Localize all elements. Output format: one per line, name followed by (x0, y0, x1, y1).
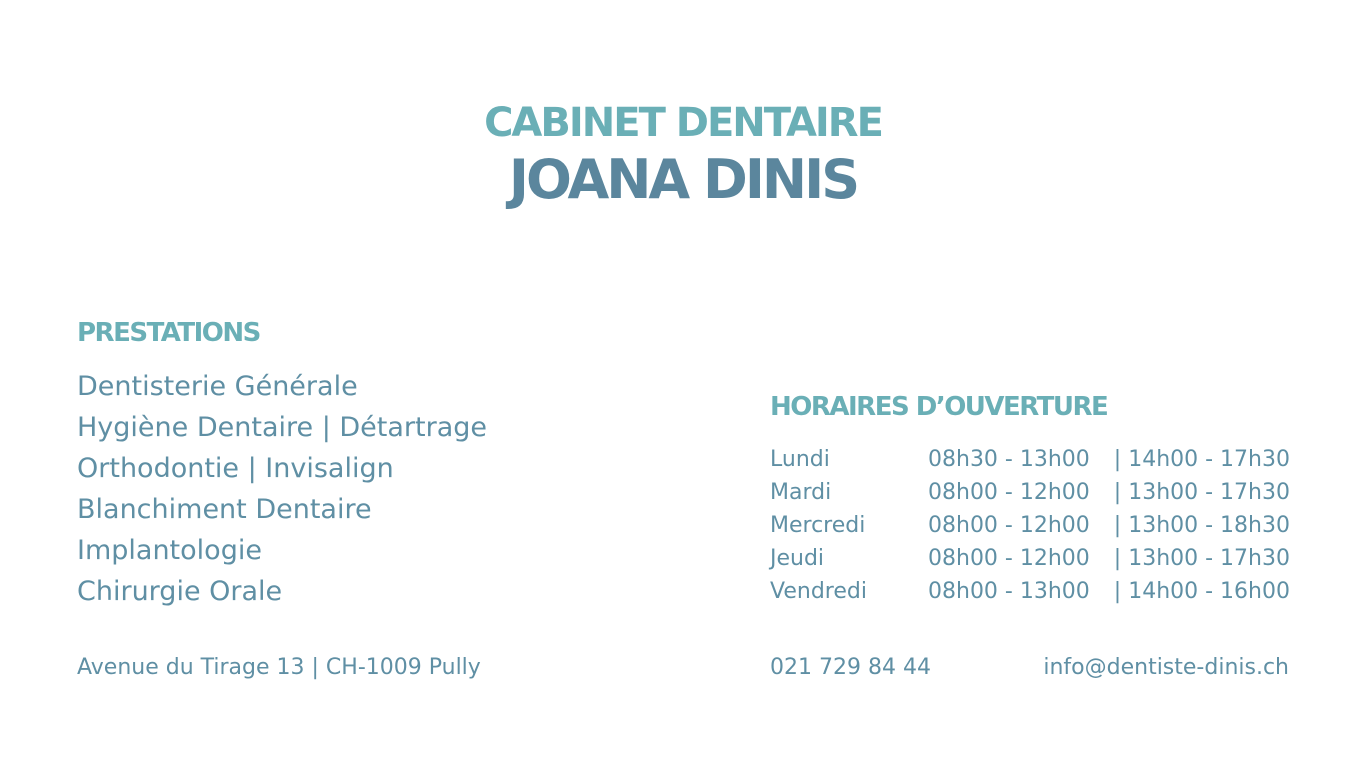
opening-hours-heading: HORAIRES D’OUVERTURE (770, 392, 1108, 422)
hours-afternoon: | 13h00 - 18h30 (1113, 513, 1290, 538)
header (0, 96, 1366, 210)
services-heading: PRESTATIONS (77, 318, 260, 348)
hours-row (770, 447, 1290, 480)
hours-afternoon: | 14h00 - 17h30 (1113, 447, 1290, 472)
hours-day: Mercredi (770, 513, 866, 538)
service-item: Hygiène Dentaire | Détartrage (77, 412, 487, 443)
phone-number[interactable]: 021 729 84 44 (770, 655, 931, 680)
hours-morning: 08h00 - 12h00 (928, 513, 1090, 538)
service-item: Orthodontie | Invisalign (77, 453, 394, 484)
opening-hours-table (770, 447, 1290, 612)
hours-day: Lundi (770, 447, 830, 472)
email-link[interactable]: info@dentiste-dinis.ch (1043, 655, 1289, 680)
practice-name: JOANA DINIS (508, 148, 858, 211)
hours-morning: 08h00 - 12h00 (928, 480, 1090, 505)
hours-day: Vendredi (770, 579, 867, 604)
hours-day: Jeudi (770, 546, 825, 571)
hours-row (770, 480, 1290, 513)
service-item: Chirurgie Orale (77, 576, 283, 607)
hours-row (770, 579, 1290, 612)
hours-afternoon: | 14h00 - 16h00 (1113, 579, 1290, 604)
hours-row (770, 546, 1290, 579)
address-text: Avenue du Tirage 13 | CH-1009 Pully (77, 655, 481, 680)
hours-morning: 08h00 - 13h00 (928, 579, 1090, 604)
hours-afternoon: | 13h00 - 17h30 (1113, 546, 1290, 571)
service-item: Blanchiment Dentaire (77, 494, 372, 525)
hours-morning: 08h30 - 13h00 (928, 447, 1090, 472)
services-list (77, 366, 487, 612)
hours-afternoon: | 13h00 - 17h30 (1113, 480, 1290, 505)
hours-morning: 08h00 - 12h00 (928, 546, 1090, 571)
practice-type: CABINET DENTAIRE (484, 100, 882, 146)
service-item: Dentisterie Générale (77, 371, 358, 402)
hours-row (770, 513, 1290, 546)
service-item: Implantologie (77, 535, 262, 566)
hours-day: Mardi (770, 480, 832, 505)
